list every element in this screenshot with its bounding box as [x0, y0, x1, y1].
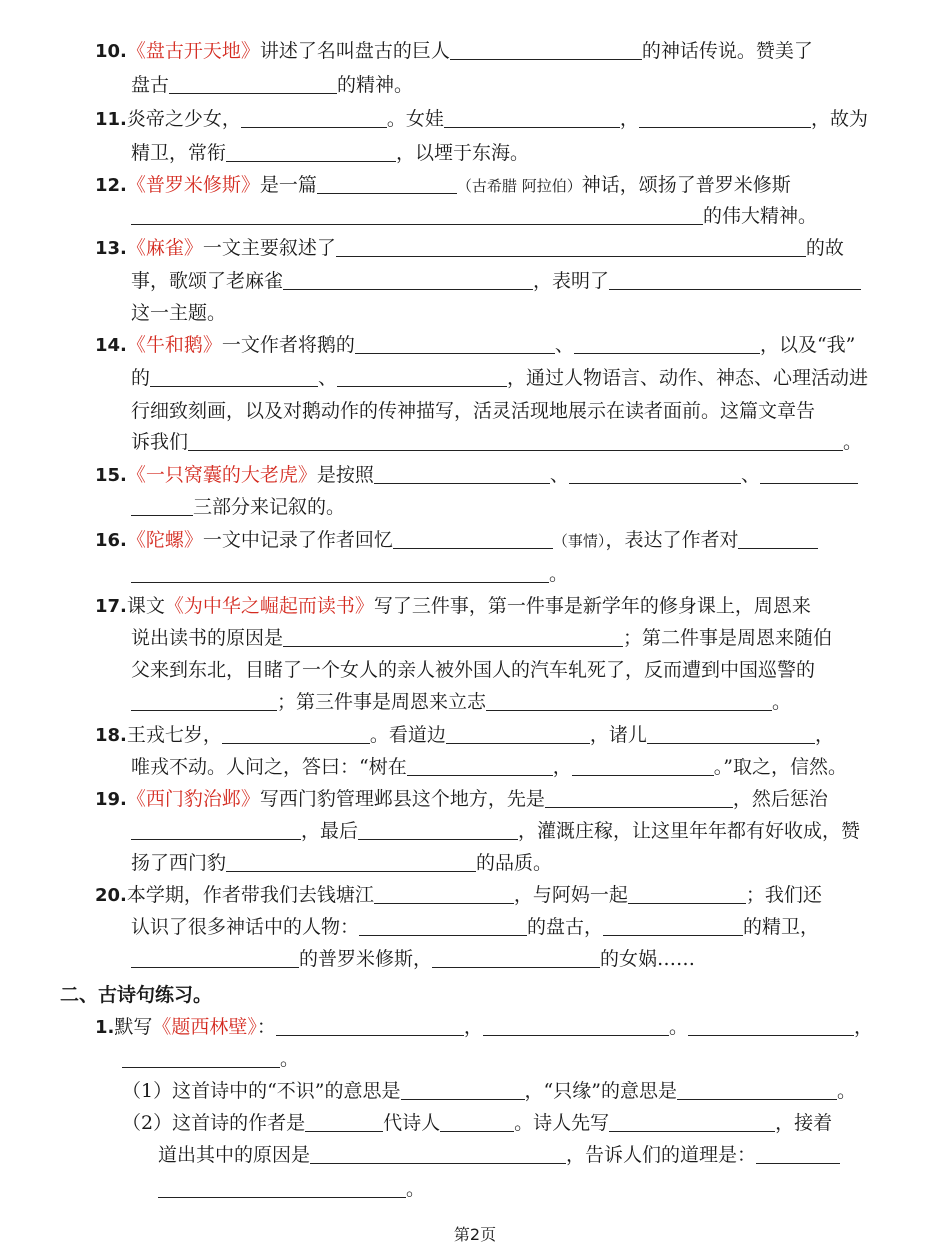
blank[interactable] [483, 1015, 669, 1036]
blank[interactable] [355, 333, 555, 354]
title-pangu: 《盘古开天地》 [126, 40, 260, 62]
title-tuoluo: 《陀螺》 [126, 529, 203, 551]
question-13-line-1: 13.《麻雀》一文主要叙述了 的故 [95, 237, 844, 259]
blank[interactable] [450, 39, 642, 60]
blank[interactable] [572, 755, 714, 776]
question-13-line-3: 这一主题。 [131, 302, 227, 324]
blank[interactable] [374, 883, 514, 904]
question-10-line-2: 盘古 的精神。 [131, 74, 414, 96]
blank[interactable] [337, 366, 507, 387]
blank[interactable] [131, 690, 277, 711]
poem-1-sub-2-line-2: 道出其中的原因是 ，告诉人们的道理是： [158, 1142, 840, 1168]
question-19-line-2: ，最后 ，灌溉庄稼，让这里年年都有好收成，赞 [131, 818, 860, 844]
blank[interactable] [440, 1111, 514, 1132]
question-19-line-3: 扬了西门豹 的品质。 [131, 852, 553, 874]
blank[interactable] [603, 915, 743, 936]
title-zhonghua-jueqi: 《为中华之崛起而读书》 [164, 595, 374, 617]
question-11-line-1: 11.炎帝之少女， 。女娃 ， ，故为 [95, 108, 868, 130]
question-12-line-2: 的伟大精神。 [131, 203, 817, 229]
blank[interactable] [283, 626, 623, 647]
page-number: 第2页 [453, 1225, 497, 1244]
blank[interactable] [609, 1111, 775, 1132]
blank[interactable] [241, 107, 387, 128]
question-13-line-2: 事，歌颂了老麻雀 ，表明了 [131, 268, 861, 294]
blank[interactable] [122, 1047, 280, 1068]
blank[interactable] [738, 528, 818, 549]
blank[interactable] [432, 947, 600, 968]
blank[interactable] [188, 430, 843, 451]
poem-1-sub-2-line-1: （2）这首诗的作者是 代诗人 。诗人先写 ，接着 [122, 1112, 833, 1134]
question-14-line-2: 的 、 ，通过人物语言、动作、神态、心理活动进 [131, 367, 869, 389]
question-20-line-3: 的普罗米修斯， 的女娲…… [131, 946, 695, 972]
blank[interactable] [359, 915, 527, 936]
blank[interactable] [628, 883, 746, 904]
question-18-line-2: 唯戎不动。人问之，答曰：“树在 ， 。”取之，信然。 [131, 756, 847, 778]
question-14-line-3: 行细致刻画，以及对鹅动作的传神描写，活灵活现地展示在读者面前。这篇文章告 [131, 400, 816, 422]
question-20-line-1: 20.本学期，作者带我们去钱塘江 ，与阿妈一起 ；我们还 [95, 884, 822, 906]
poem-1-line-2: 。 [122, 1046, 299, 1072]
blank[interactable] [131, 204, 703, 225]
blank[interactable] [131, 495, 193, 516]
blank[interactable] [226, 141, 396, 162]
question-17-line-3: 父来到东北，目睹了一个女人的亲人被外国人的汽车轧死了，反而遭到中国巡警的 [131, 659, 816, 681]
blank[interactable] [336, 236, 806, 257]
question-17-line-2: 说出读书的原因是 ；第二件事是周恩来随伯 [131, 627, 833, 649]
blank[interactable] [639, 107, 811, 128]
blank[interactable] [226, 851, 476, 872]
blank[interactable] [647, 723, 815, 744]
blank[interactable] [393, 528, 553, 549]
question-17-line-1: 17.课文《为中华之崛起而读书》写了三件事，第一件事是新学年的修身课上，周恩来 [95, 595, 811, 617]
blank[interactable] [131, 819, 301, 840]
blank[interactable] [756, 1143, 840, 1164]
title-maque: 《麻雀》 [126, 237, 203, 259]
blank[interactable] [688, 1015, 854, 1036]
question-18-line-1: 18.王戎七岁， 。看道边 ，诸儿 ， [95, 724, 834, 746]
blank[interactable] [358, 819, 518, 840]
question-19-line-1: 19.《西门豹治邺》写西门豹管理邺县这个地方，先是 ，然后惩治 [95, 788, 828, 810]
question-15-line-1: 15.《一只窝囊的大老虎》是按照 、 、 [95, 462, 858, 489]
title-niu-he-e: 《牛和鹅》 [126, 334, 222, 356]
blank[interactable] [760, 463, 858, 484]
title-prometheus: 《普罗米修斯》 [126, 174, 260, 196]
blank[interactable] [158, 1177, 406, 1198]
question-12-line-1: 12.《普罗米修斯》是一篇 （古希腊 阿拉伯）神话，颂扬了普罗米修斯 [95, 174, 791, 196]
blank[interactable] [169, 73, 337, 94]
blank[interactable] [317, 173, 457, 194]
poem-1-line-1: 1.默写《题西林壁》： ， 。 ， [95, 1016, 873, 1038]
blank[interactable] [150, 366, 318, 387]
blank[interactable] [486, 690, 772, 711]
blank[interactable] [444, 107, 620, 128]
blank[interactable] [374, 463, 550, 484]
blank[interactable] [131, 947, 299, 968]
blank[interactable] [407, 755, 553, 776]
blank[interactable] [283, 269, 533, 290]
blank[interactable] [276, 1015, 464, 1036]
question-14-line-4: 诉我们 。 [131, 431, 863, 453]
blank[interactable] [446, 723, 590, 744]
blank[interactable] [131, 562, 549, 583]
options-greek-arab: （古希腊 阿拉伯） [456, 177, 582, 195]
question-20-line-2: 认识了很多神话中的人物： 的盘古， 的精卫， [131, 916, 820, 938]
poem-1-sub-1: （1）这首诗中的“不识”的意思是 ，“只缘”的意思是 。 [122, 1080, 856, 1102]
blank[interactable] [401, 1079, 525, 1100]
question-16-line-1: 16.《陀螺》一文中记录了作者回忆 （事情），表达了作者对 [95, 527, 818, 554]
blank[interactable] [222, 723, 370, 744]
blank[interactable] [677, 1079, 837, 1100]
blank[interactable] [569, 463, 741, 484]
title-da-lao-hu: 《一只窝囊的大老虎》 [126, 464, 317, 486]
question-10-line-1: 10.《盘古开天地》讲述了名叫盘古的巨人 的神话传说。赞美了 [95, 40, 813, 62]
question-16-line-2: 。 [131, 561, 568, 587]
section-2-heading: 二、古诗句练习。 [60, 984, 213, 1006]
question-11-line-2: 精卫，常衔 ，以堙于东海。 [131, 142, 530, 164]
question-14-line-1: 14.《牛和鹅》一文作者将鹅的 、 ，以及“我” [95, 334, 856, 356]
poem-1-sub-2-line-3: 。 [158, 1176, 425, 1202]
title-ti-xilin-bi: 《题西林壁》 [152, 1016, 257, 1038]
blank[interactable] [305, 1111, 383, 1132]
blank[interactable] [609, 269, 861, 290]
blank[interactable] [574, 333, 760, 354]
blank[interactable] [545, 787, 733, 808]
question-17-line-4: ；第三件事是周恩来立志 。 [131, 689, 791, 715]
title-ximenbao: 《西门豹治邺》 [126, 788, 260, 810]
blank[interactable] [310, 1143, 566, 1164]
question-15-line-2: 三部分来记叙的。 [131, 494, 345, 520]
